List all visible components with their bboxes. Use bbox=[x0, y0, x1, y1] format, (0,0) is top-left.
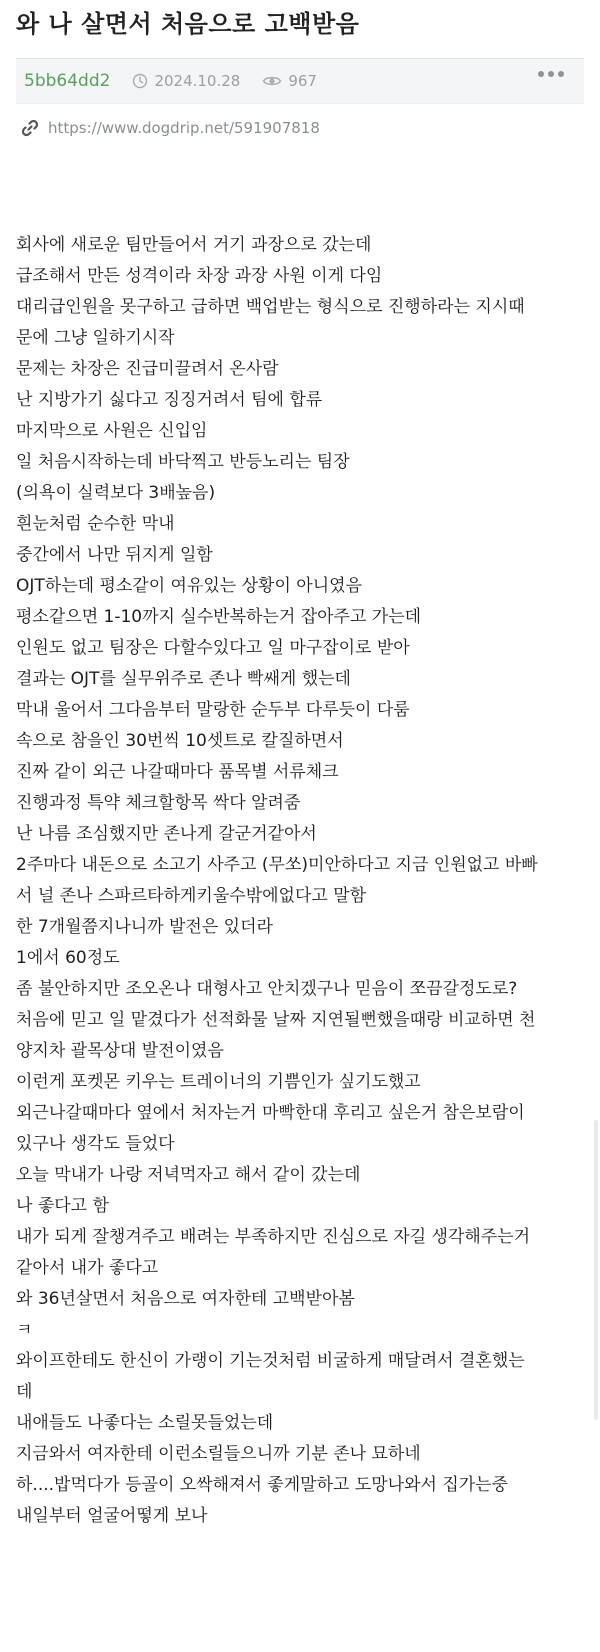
post-body-line: 같아서 내가 좋다고 bbox=[16, 1258, 159, 1278]
post-url-row[interactable] bbox=[20, 118, 320, 138]
post-body-line: 문에 그냥 일하기시작 bbox=[16, 328, 175, 348]
post-title: 와 나 살면서 처음으로 고백받음 bbox=[16, 10, 360, 38]
post-body-line: 있구나 생각도 들었다 bbox=[16, 1134, 175, 1154]
post-body-line: 난 지방가기 싫다고 징징거려서 팀에 합류 bbox=[16, 390, 323, 410]
post-body-line: 내애들도 나좋다는 소릴못들었는데 bbox=[16, 1413, 274, 1433]
post-body-line: OJT하는데 평소같이 여유있는 상황이 아니였음 bbox=[16, 576, 362, 596]
post-date bbox=[132, 72, 240, 90]
post-body-line: 급조해서 만든 성격이라 차장 과장 사원 이게 다임 bbox=[16, 266, 383, 286]
post-body bbox=[16, 230, 584, 1532]
post-body-line: 와이프한테도 한신이 가랭이 기는것처럼 비굴하게 매달려서 결혼했는 bbox=[16, 1351, 525, 1371]
post-body-line: 막내 울어서 그다음부터 말랑한 순두부 다루듯이 다룸 bbox=[16, 700, 410, 720]
post-body-line: 회사에 새로운 팀만들어서 거기 과장으로 갔는데 bbox=[16, 235, 372, 255]
post-body-line: 문제는 차장은 진급미끌려서 온사람 bbox=[16, 359, 279, 379]
post-body-line: 지금와서 여자한테 이런소릴들으니까 기분 존나 묘하네 bbox=[16, 1444, 421, 1464]
post-views-text: 967 bbox=[288, 72, 317, 90]
more-dot bbox=[538, 71, 544, 77]
post-body-line: 난 나름 조심했지만 존나게 갈군거같아서 bbox=[16, 824, 317, 844]
post-body-line: 중간에서 나만 뒤지게 일함 bbox=[16, 545, 213, 565]
post-body-line: 나 좋다고 함 bbox=[16, 1196, 109, 1216]
post-body-line: 좀 불안하지만 조오온나 대형사고 안치겠구나 믿음이 쪼끔갈정도로? bbox=[16, 979, 518, 999]
more-dot bbox=[548, 71, 554, 77]
post-body-line: 이런게 포켓몬 키우는 트레이너의 기쁨인가 싶기도했고 bbox=[16, 1072, 421, 1092]
eye-icon bbox=[262, 73, 282, 89]
more-dot bbox=[558, 71, 564, 77]
clock-icon bbox=[132, 73, 148, 89]
scrollbar[interactable] bbox=[594, 1120, 598, 1420]
post-body-line: 인원도 없고 팀장은 다할수있다고 일 마구잡이로 받아 bbox=[16, 638, 410, 658]
post-views bbox=[262, 72, 317, 90]
post-body-line: (의욕이 실력보다 3배높음) bbox=[16, 483, 216, 503]
post-body-line: 2주마다 내돈으로 소고기 사주고 (무쏘)미안하다고 지금 인원없고 바빠 bbox=[16, 855, 538, 875]
post-body-line: 결과는 OJT를 실무위주로 존나 빡쌔게 했는데 bbox=[16, 669, 351, 689]
post-meta-bar bbox=[16, 58, 584, 104]
post-body-line: 일 처음시작하는데 바닥찍고 반등노리는 팀장 bbox=[16, 452, 350, 472]
post-body-line: 마지막으로 사원은 신입임 bbox=[16, 421, 208, 441]
link-icon bbox=[20, 118, 40, 138]
post-date-text: 2024.10.28 bbox=[154, 72, 241, 90]
post-body-line: 양지차 괄목상대 발전이였음 bbox=[16, 1041, 224, 1061]
post-body-line: 1에서 60정도 bbox=[16, 948, 120, 968]
post-body-line: 하....밥먹다가 등골이 오싹해져서 좋게말하고 도망나와서 집가는중 bbox=[16, 1475, 509, 1495]
post-body-line: 오늘 막내가 나랑 저녁먹자고 해서 같이 갔는데 bbox=[16, 1165, 361, 1185]
post-body-line: 평소같으면 1-10까지 실수반복하는거 잡아주고 가는데 bbox=[16, 607, 422, 627]
post-body-line: ㅋ bbox=[16, 1320, 33, 1340]
post-body-line: 처음에 믿고 일 맡겼다가 선적화물 날짜 지연될뻔했을때랑 비교하면 천 bbox=[16, 1010, 536, 1030]
post-body-line: 진행과정 특약 체크할항목 싹다 알려줌 bbox=[16, 793, 301, 813]
post-body-line: 와 36년살면서 처음으로 여자한테 고백받아봄 bbox=[16, 1289, 355, 1309]
author-name[interactable]: 5bb64dd2 bbox=[24, 71, 111, 91]
post-body-line: 서 널 존나 스파르타하게키울수밖에없다고 말함 bbox=[16, 886, 367, 906]
post-body-line: 대리급인원을 못구하고 급하면 백업받는 형식으로 진행하라는 지시때 bbox=[16, 297, 525, 317]
post-body-line: 한 7개월쯤지나니까 발전은 있더라 bbox=[16, 917, 273, 937]
post-body-line: 속으로 참을인 30번씩 10셋트로 칼질하면서 bbox=[16, 731, 344, 751]
post-body-line: 외근나갈때마다 옆에서 처자는거 마빡한대 후리고 싶은거 참은보람이 bbox=[16, 1103, 525, 1123]
more-dots-icon[interactable] bbox=[538, 71, 564, 77]
post-body-line: 내일부터 얼굴어떻게 보나 bbox=[16, 1506, 208, 1526]
post-body-line: 진짜 같이 외근 나갈때마다 품목별 서류체크 bbox=[16, 762, 339, 782]
post-body-line: 내가 되게 잘챙겨주고 배려는 부족하지만 진심으로 자길 생각해주는거 bbox=[16, 1227, 531, 1247]
post-body-line: 데 bbox=[16, 1382, 33, 1402]
post-url[interactable]: https://www.dogdrip.net/591907818 bbox=[48, 119, 320, 137]
post-body-line: 흰눈처럼 순수한 막내 bbox=[16, 514, 175, 534]
